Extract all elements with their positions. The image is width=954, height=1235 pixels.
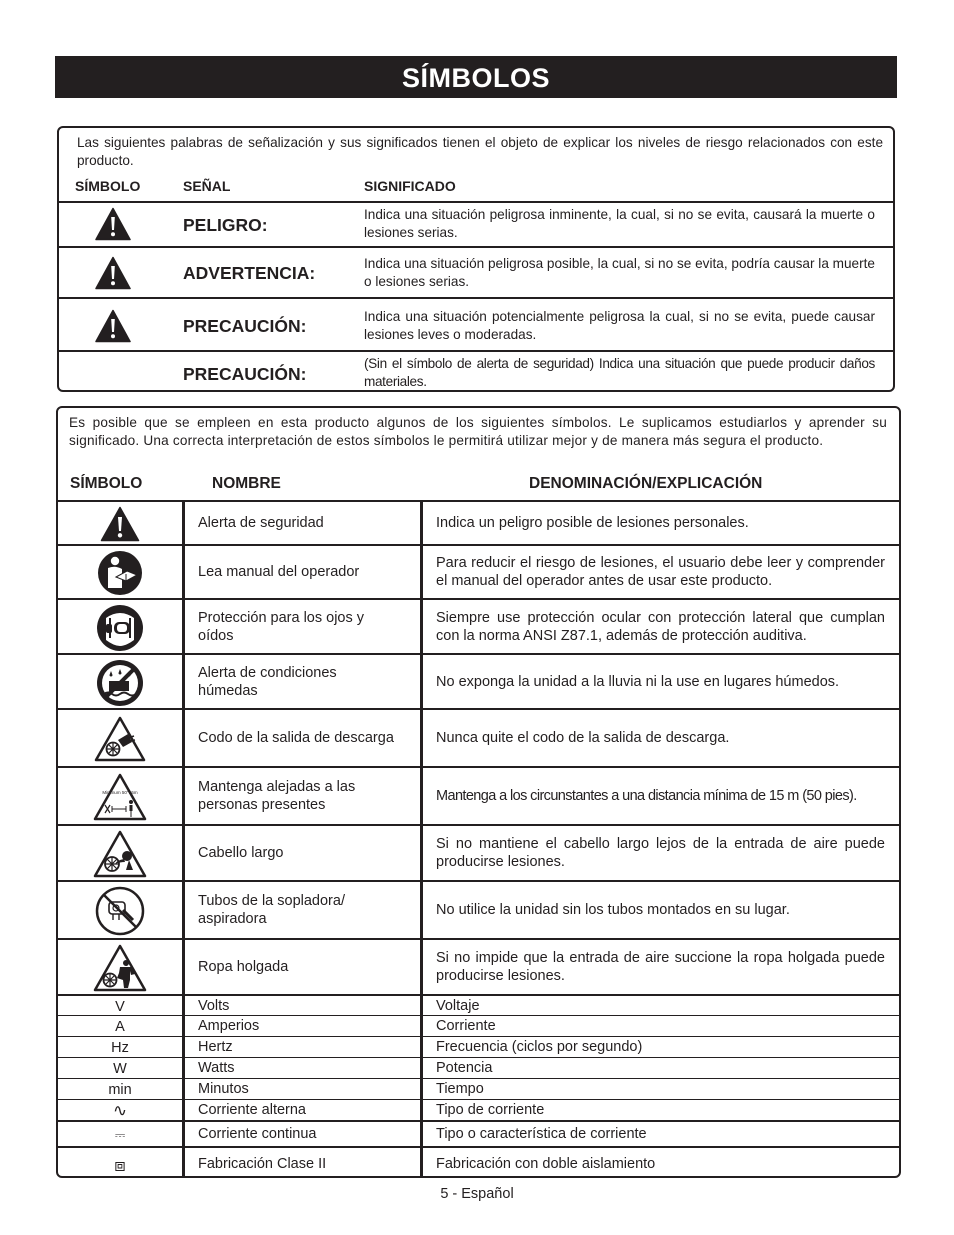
signal-meaning: Indica una situación peligrosa inminente, la cual, si no se evita, causará la muerte o lesiones serias. xyxy=(364,207,875,240)
symbol-row xyxy=(58,598,899,655)
symbol-explanation: Fabricación con doble aislamiento xyxy=(436,1156,656,1173)
symbol-name: Mantenga alejadas a las personas presentes xyxy=(198,779,356,813)
symbol-name: Alerta de condiciones húmedas xyxy=(198,664,337,699)
symbol-name: Alerta de seguridad xyxy=(198,515,324,532)
long-hair-icon xyxy=(93,830,147,878)
symbol-name: Codo de la salida de descarga xyxy=(198,730,394,747)
symbol-name: Amperios xyxy=(198,1017,260,1034)
symbol-explanation: Corriente xyxy=(436,1017,496,1034)
symbol-explanation: Indica un peligro posible de lesiones personales. xyxy=(436,515,749,532)
symbol-text: min xyxy=(108,1081,132,1098)
signal-meaning: Indica una situación peligrosa posible, la cual, si no se evita, podría causar la muerte o lesiones serias. xyxy=(364,256,875,289)
class-ii-icon: ⧈ xyxy=(114,1154,126,1175)
symbol-name: Cabello largo xyxy=(198,845,284,862)
signal-meaning: (Sin el símbolo de alerta de seguridad) Indica una situación que puede producir daños materiales. xyxy=(364,356,875,389)
symbol-name: Fabricación Clase II xyxy=(198,1156,327,1173)
warning-triangle-icon xyxy=(95,207,131,241)
warning-triangle-icon xyxy=(95,309,131,343)
signal-row-caution-no-symbol xyxy=(59,350,893,392)
header-signal: SEÑAL xyxy=(183,178,231,194)
symbol-name: Tubos de la sopladora/ aspiradora xyxy=(198,893,345,927)
symbol-row xyxy=(58,880,899,940)
symbol-row xyxy=(58,1036,899,1058)
direct-current-icon: ⎓ xyxy=(114,1127,126,1142)
symbol-explanation: No exponga la unidad a la lluvia ni la use en lugares húmedos. xyxy=(436,673,840,690)
symbol-row xyxy=(58,994,899,1017)
symbol-explanation: Tiempo xyxy=(436,1080,484,1097)
symbol-row xyxy=(58,653,899,710)
symbol-explanation: Frecuencia (ciclos por segundo) xyxy=(436,1038,643,1055)
symbol-row xyxy=(58,1146,899,1178)
signal-words-box xyxy=(57,126,895,392)
symbol-row xyxy=(58,1078,899,1100)
keep-bystanders-away-icon xyxy=(93,773,147,821)
symbol-explanation: Voltaje xyxy=(436,997,480,1014)
symbol-explanation: Si no mantiene el cabello largo lejos de la entrada de aire puede producirse lesiones. xyxy=(436,836,885,870)
symbol-explanation: Nunca quite el codo de la salida de descarga. xyxy=(436,730,730,747)
symbol-row xyxy=(58,766,899,826)
symbol-row xyxy=(58,1015,899,1037)
symbol-name: Ropa holgada xyxy=(198,959,289,976)
symbol-row xyxy=(58,824,899,882)
symbol-explanation: No utilice la unidad sin los tubos montados en su lugar. xyxy=(436,902,790,919)
symbol-text: A xyxy=(115,1018,125,1035)
symbol-explanation: Siempre use protección ocular con protección lateral que cumplan con la norma ANSI Z87.1, además de protección auditiva. xyxy=(436,609,885,644)
symbol-row xyxy=(58,1057,899,1079)
symbol-explanation: Tipo o característica de corriente xyxy=(436,1126,647,1143)
symbol-explanation: Si no impide que la entrada de aire succione la ropa holgada puede producirse lesiones. xyxy=(436,950,885,984)
symbol-explanation: Tipo de corriente xyxy=(436,1101,545,1118)
page-title: SÍMBOLOS xyxy=(55,56,897,98)
symbol-name: Protección para los ojos y oídos xyxy=(198,609,365,644)
signal-word: PRECAUCIÓN: xyxy=(183,364,307,384)
symbol-name: Hertz xyxy=(198,1038,233,1055)
symbol-row xyxy=(58,938,899,996)
read-manual-icon xyxy=(97,550,143,596)
symbols-intro: Es posible que se empleen en esta producto algunos de los siguientes símbolos. Le suplicamos estudiarlos y aprender su significado. Una correcta interpretación de estos símbolos le permitirá utilizar mejor y de manera más segura el producto. xyxy=(69,415,887,448)
signal-row-caution xyxy=(59,297,893,351)
signal-word: ADVERTENCIA: xyxy=(183,263,316,283)
signal-intro: Las siguientes palabras de señalización y sus significados tienen el objeto de explicar los niveles de riesgo relacionados con este producto. xyxy=(77,135,883,168)
signal-word: PELIGRO: xyxy=(183,215,268,235)
warning-triangle-icon xyxy=(95,256,131,290)
eye-ear-protection-icon xyxy=(96,604,144,652)
signal-row-danger xyxy=(59,201,893,247)
header-symbol: SÍMBOLO xyxy=(70,475,143,492)
symbol-name: Minutos xyxy=(198,1080,249,1097)
symbol-text: Hz xyxy=(111,1039,129,1056)
icon-text: Minimum 50' 15m xyxy=(102,790,138,795)
wet-conditions-icon xyxy=(96,659,144,707)
signal-row-warning xyxy=(59,246,893,298)
alternating-current-icon: ∿ xyxy=(112,1100,128,1120)
symbol-name: Lea manual del operador xyxy=(198,564,360,581)
symbol-row xyxy=(58,544,899,600)
symbol-text: V xyxy=(115,998,125,1015)
safety-alert-icon xyxy=(100,506,140,542)
symbol-row xyxy=(58,1120,899,1148)
symbols-box xyxy=(56,406,901,1178)
signal-meaning: Indica una situación potencialmente peligrosa la cual, si no se evita, puede causar lesiones leves o moderadas. xyxy=(364,309,875,342)
symbol-name: Corriente alterna xyxy=(198,1101,306,1118)
blower-tubes-icon xyxy=(95,886,145,936)
header-name: NOMBRE xyxy=(212,475,281,492)
header-symbol: SÍMBOLO xyxy=(75,178,141,194)
loose-clothing-icon xyxy=(93,944,147,992)
signal-word: PRECAUCIÓN: xyxy=(183,316,307,336)
symbol-explanation: Para reducir el riesgo de lesiones, el usuario debe leer y comprender el manual del operador antes de usar este producto. xyxy=(436,555,885,589)
symbol-text: W xyxy=(113,1060,127,1077)
header-meaning: SIGNIFICADO xyxy=(364,178,456,194)
page-footer: 5 - Español xyxy=(440,1186,514,1202)
symbol-name: Volts xyxy=(198,997,230,1014)
symbol-row xyxy=(58,1099,899,1121)
symbol-explanation: Potencia xyxy=(436,1059,493,1076)
symbol-row xyxy=(58,500,899,546)
symbol-explanation: Mantenga a los circunstantes a una distancia mínima de 15 m (50 pies). xyxy=(436,788,857,805)
symbol-name: Corriente continua xyxy=(198,1126,317,1143)
symbol-name: Watts xyxy=(198,1059,235,1076)
header-explanation: DENOMINACIÓN/EXPLICACIÓN xyxy=(529,475,763,492)
discharge-chute-icon xyxy=(94,716,146,762)
symbol-row xyxy=(58,708,899,768)
